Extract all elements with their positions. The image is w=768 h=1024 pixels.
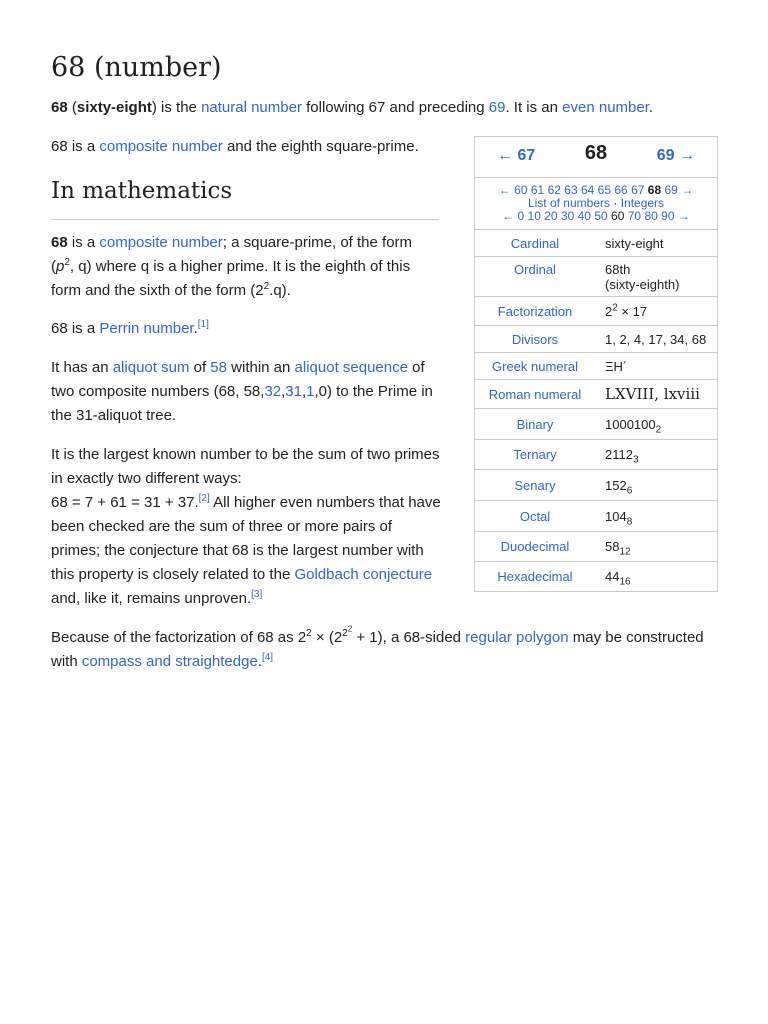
infobox-value: LXVIII, lxviii <box>605 384 700 403</box>
separator: · <box>613 196 618 210</box>
link-even-number[interactable]: even number <box>562 99 649 116</box>
text: ,0) to the Prime in the 31-aliquot tree. <box>51 383 433 424</box>
infobox-row-senary <box>475 470 717 501</box>
base-subscript: 3 <box>632 454 639 466</box>
equation: 68 = 7 + 61 = 31 + 37. <box>51 494 199 511</box>
text: + 1), a 68-sided <box>352 629 466 646</box>
binary-value: 1000100 <box>605 416 656 432</box>
infobox-nav-row-tens <box>475 210 717 223</box>
infobox-navigation <box>475 178 717 230</box>
infobox-label[interactable]: Ternary <box>513 447 557 462</box>
nav-number-60[interactable]: 60 <box>514 183 528 197</box>
text: is a <box>67 234 100 251</box>
text: of two composite numbers (68, 58, <box>51 359 425 400</box>
infobox-row-greek <box>475 353 717 380</box>
text: following 67 and preceding <box>301 99 489 116</box>
infobox-label[interactable]: Roman numeral <box>488 386 582 402</box>
page-title: 68 (number) <box>51 52 222 83</box>
nav-number-next[interactable]: → <box>681 183 694 197</box>
octal-value: 104 <box>605 508 627 524</box>
infobox-next-link[interactable]: 69 → <box>656 147 695 164</box>
text: All higher even numbers that have been checked are the sum of three or more pairs of primes; the conjecture that 68 is the largest number with this property is closely related to the <box>51 494 441 583</box>
nav-number-prev[interactable]: ← <box>502 209 515 223</box>
math-paragraph-2 <box>51 317 439 341</box>
infobox-value <box>595 569 717 588</box>
nav-number-65[interactable]: 65 <box>597 183 612 197</box>
text: It is the largest known number to be the sum of two primes in exactly two different ways: <box>51 446 440 487</box>
text: It has an <box>51 359 113 376</box>
infobox-header <box>475 137 717 178</box>
factor-exponent: 2 <box>612 302 618 314</box>
text: ( <box>67 99 77 116</box>
infobox-row-ternary <box>475 440 717 470</box>
infobox-value <box>595 508 717 528</box>
text: , <box>281 383 286 400</box>
nav-number-50[interactable]: 50 <box>594 209 608 223</box>
text: , q) where q is a higher prime. It is the eighth of this form and the sixth of the form (2 <box>51 258 411 299</box>
bold-words: sixty-eight <box>76 99 152 116</box>
infobox-label[interactable]: Duodecimal <box>500 539 570 554</box>
text: within an <box>226 359 295 376</box>
infobox-row-divisors <box>475 326 717 353</box>
link-regular-polygon[interactable]: regular polygon <box>465 629 569 646</box>
text: and, like it, remains unproven. <box>51 590 252 607</box>
reference-2[interactable]: [2] <box>198 493 210 504</box>
infobox-label[interactable]: Hexadecimal <box>497 569 573 584</box>
nav-number-63[interactable]: 63 <box>564 183 578 197</box>
text: . <box>193 320 198 337</box>
text: Because of the factorization of 68 as 2 <box>51 629 307 646</box>
infobox-row-octal <box>475 501 717 532</box>
reference-3[interactable]: [3] <box>251 589 263 600</box>
nav-number-next[interactable]: → <box>677 209 690 223</box>
superscript <box>342 624 353 639</box>
nav-number-prev[interactable]: ← <box>498 183 511 197</box>
link-1[interactable]: 1 <box>306 383 315 400</box>
link-composite-number[interactable]: composite number <box>99 138 223 155</box>
bold-number: 68 <box>51 99 68 116</box>
superscript: 2 <box>306 628 312 639</box>
text: × (2 <box>311 629 343 646</box>
nav-number-20[interactable]: 20 <box>544 209 558 223</box>
link-compass-and-straightedge[interactable]: compass and straightedge <box>81 653 258 670</box>
text: may be constructed with <box>51 629 704 670</box>
variable-p: p <box>56 258 65 275</box>
senary-value: 152 <box>605 477 627 493</box>
link-aliquot-sum[interactable]: aliquot sum <box>112 359 190 376</box>
link-31[interactable]: 31 <box>285 383 302 400</box>
infobox-row-duodecimal <box>475 532 717 562</box>
math-paragraph-5 <box>51 626 717 674</box>
link-58[interactable]: 58 <box>210 359 227 376</box>
nav-number-80[interactable]: 80 <box>644 209 658 223</box>
infobox-label[interactable]: Binary <box>516 416 554 432</box>
duodecimal-value: 58 <box>605 539 620 554</box>
math-paragraph-4 <box>51 443 443 611</box>
base-subscript: 6 <box>626 485 633 497</box>
link-32[interactable]: 32 <box>264 383 282 400</box>
superscript-nested: 2 <box>347 624 353 634</box>
text: , <box>301 383 307 400</box>
link-perrin-number[interactable]: Perrin number <box>99 320 194 337</box>
infobox-row-ordinal <box>475 257 717 297</box>
nav-number-61[interactable]: 61 <box>530 183 545 197</box>
infobox-row-hexadecimal <box>475 562 717 591</box>
infobox <box>474 136 718 592</box>
link-integers[interactable]: Integers <box>620 196 665 210</box>
intro-paragraph <box>51 96 711 120</box>
infobox-label[interactable]: Greek numeral <box>492 358 578 374</box>
math-paragraph-1 <box>51 231 439 303</box>
infobox-row-factorization <box>475 297 717 326</box>
infobox-prev-link[interactable]: ← 67 <box>497 147 536 164</box>
ternary-value: 2112 <box>605 447 633 462</box>
infobox-label[interactable]: Senary <box>514 477 556 493</box>
link-list-of-numbers[interactable]: List of numbers <box>527 196 610 210</box>
text: .q). <box>269 282 291 299</box>
nav-number-69[interactable]: 69 <box>664 183 678 197</box>
infobox-row-roman <box>475 380 717 409</box>
nav-number-40[interactable]: 40 <box>577 209 591 223</box>
nav-number-68: 68 <box>647 183 662 197</box>
ordinal-value: 68th <box>605 262 631 277</box>
infobox-value <box>595 447 717 466</box>
nav-number-70[interactable]: 70 <box>627 209 642 223</box>
infobox-value <box>595 477 717 497</box>
text: . <box>648 99 654 116</box>
section-heading-mathematics: In mathematics <box>51 175 439 220</box>
text: 68 is a <box>51 138 100 155</box>
infobox-label[interactable]: Ordinal <box>514 262 556 277</box>
infobox-value: ΞΗ´ <box>605 358 628 374</box>
nav-number-67[interactable]: 67 <box>631 183 645 197</box>
nav-number-64[interactable]: 64 <box>580 183 595 197</box>
link-goldbach-conjecture[interactable]: Goldbach conjecture <box>294 566 433 583</box>
nav-number-10[interactable]: 10 <box>527 209 541 223</box>
link-aliquot-sequence[interactable]: aliquot sequence <box>294 359 408 376</box>
intro-paragraph-2 <box>51 135 451 159</box>
infobox-label[interactable]: Cardinal <box>510 235 560 251</box>
bold-number: 68 <box>51 234 68 251</box>
infobox-value <box>595 416 717 436</box>
infobox-value <box>595 539 717 558</box>
text: ) is the <box>151 99 202 116</box>
infobox-current-number: 68 <box>584 142 608 164</box>
superscript: 2 <box>263 281 270 292</box>
link-natural-number[interactable]: natural number <box>201 99 302 116</box>
reference-1[interactable]: [1] <box>197 319 209 330</box>
nav-number-62[interactable]: 62 <box>547 183 561 197</box>
infobox-label[interactable]: Divisors <box>511 331 559 347</box>
infobox-value: 1, 2, 4, 17, 34, 68 <box>605 331 707 347</box>
infobox-label[interactable]: Factorization <box>497 303 573 319</box>
text: and the eighth square-prime. <box>222 138 419 155</box>
factor-base: 2 <box>605 303 613 319</box>
infobox-value <box>595 257 717 296</box>
ordinal-words: (sixty-eighth) <box>605 277 680 292</box>
factor-rest: × 17 <box>617 303 648 319</box>
reference-4[interactable]: [4] <box>261 652 274 663</box>
nav-number-66[interactable]: 66 <box>614 183 628 197</box>
link-69[interactable]: 69 <box>488 99 506 116</box>
infobox-row-binary <box>475 409 717 440</box>
superscript-base: 2 <box>342 628 348 639</box>
nav-number-0[interactable]: 0 <box>517 209 525 223</box>
base-subscript: 16 <box>619 576 631 588</box>
base-subscript: 8 <box>626 516 633 528</box>
base-subscript: 2 <box>655 424 662 436</box>
text: . It is an <box>505 99 563 116</box>
infobox-value: sixty-eight <box>605 235 664 251</box>
infobox-row-cardinal <box>475 230 717 257</box>
hexadecimal-value: 44 <box>605 569 620 584</box>
nav-number-90[interactable]: 90 <box>661 209 675 223</box>
nav-number-30[interactable]: 30 <box>560 209 575 223</box>
link-composite-number[interactable]: composite number <box>99 234 223 251</box>
infobox-value <box>595 304 717 319</box>
superscript: 2 <box>64 257 70 268</box>
infobox-label[interactable]: Octal <box>519 508 551 524</box>
math-paragraph-3 <box>51 356 439 428</box>
text: 68 is a <box>51 320 100 337</box>
nav-number-60: 60 <box>611 209 625 223</box>
text: ; a square-prime, of the form ( <box>51 234 413 275</box>
text: of <box>189 359 211 376</box>
text: . <box>257 653 262 670</box>
base-subscript: 12 <box>619 546 631 558</box>
